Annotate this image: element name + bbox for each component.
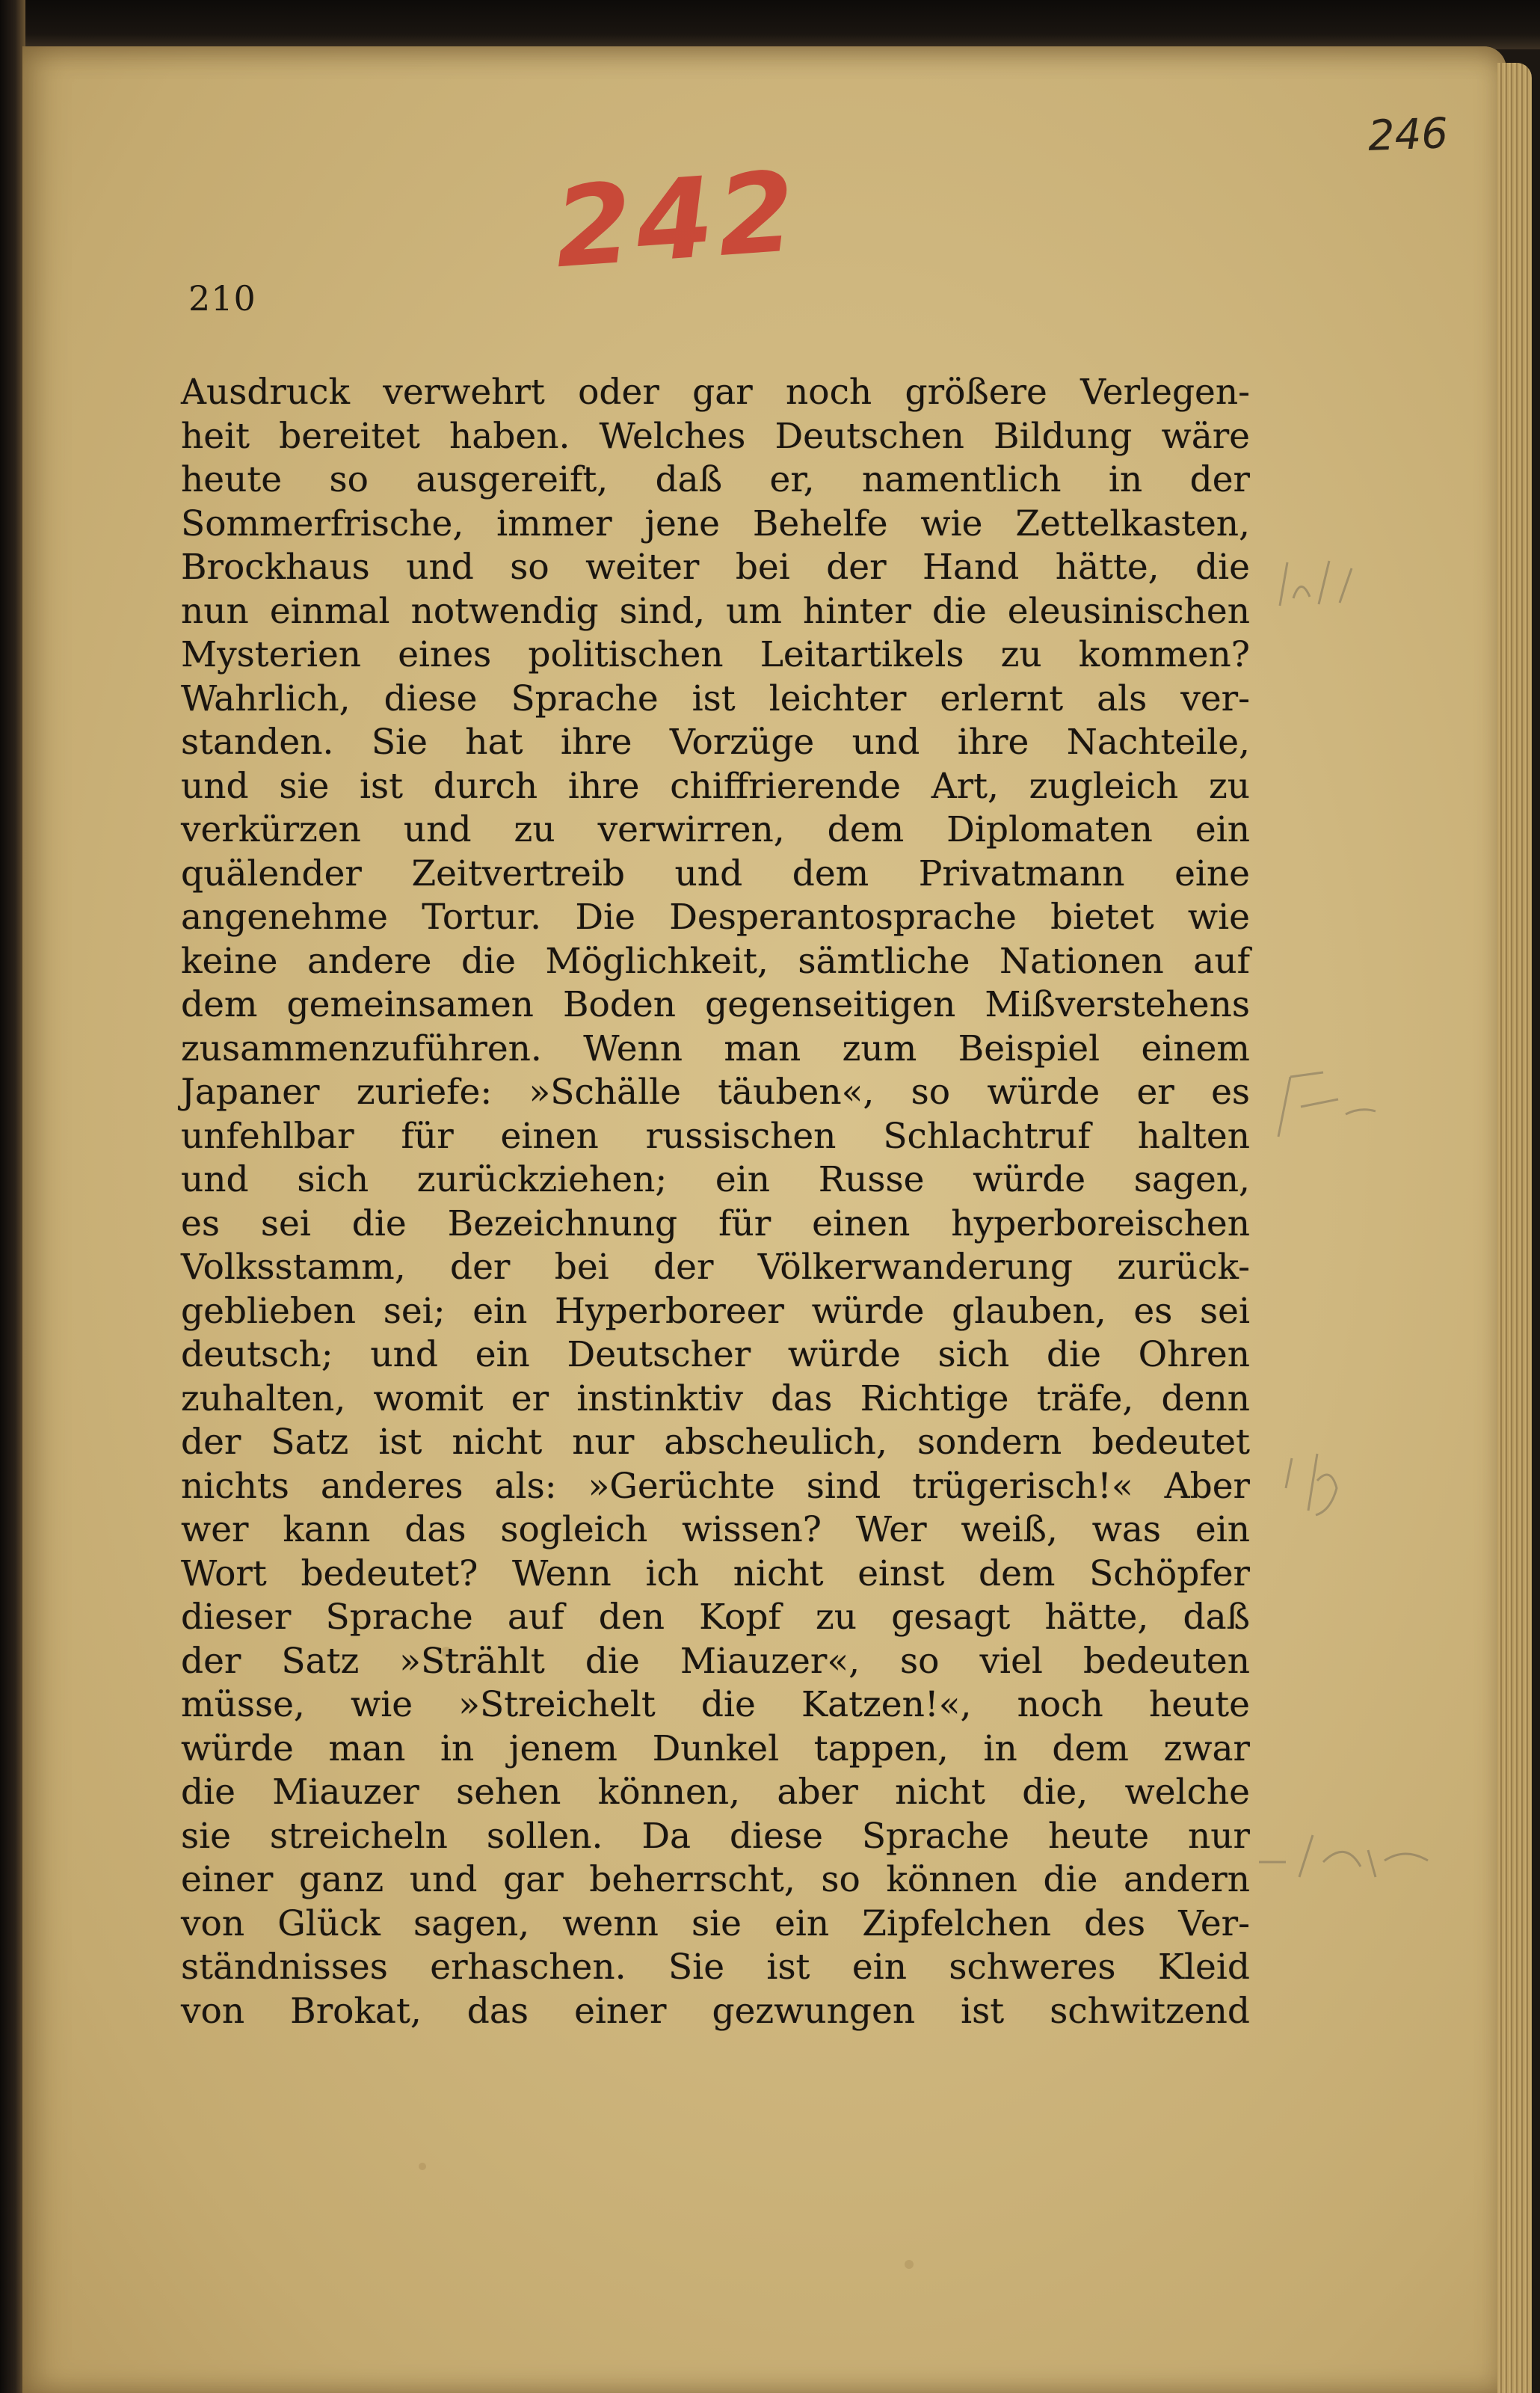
text-line: nichts anderes als: »Gerüchte sind trügerisch!« Aber — [181, 1465, 1250, 1507]
text-line: angenehme Tortur. Die Desperantosprache bietet wie — [181, 897, 1250, 938]
text-line: zusammenzuführen. Wenn man zum Beispiel einem — [181, 1027, 1250, 1069]
book-spine-edge — [0, 0, 25, 2393]
text-line: der Satz »Strählt die Miauzer«, so viel bedeuten — [181, 1640, 1250, 1682]
text-line: Wort bedeutet? Wenn ich nicht einst dem Schöpfer — [181, 1552, 1250, 1594]
page-stack-edges — [1497, 63, 1532, 2393]
text-line: müsse, wie »Streichelt die Katzen!«, noch heute — [181, 1684, 1250, 1725]
text-line: ständnisses erhaschen. Sie ist ein schweres Kleid — [181, 1947, 1250, 1988]
text-line: geblieben sei; ein Hyperboreer würde glauben, es sei — [181, 1290, 1250, 1332]
text-line: Volksstamm, der bei der Völkerwanderung zurück- — [181, 1247, 1250, 1288]
text-line: heit bereitet haben. Welches Deutschen Bildung wäre — [181, 415, 1250, 457]
body-text — [181, 371, 1250, 2033]
paper-spot — [905, 2260, 914, 2269]
pencil-marginalia — [1256, 1825, 1435, 1892]
text-line: und sie ist durch ihre chiffrierende Art, zugleich zu — [181, 765, 1250, 807]
text-line: die Miauzer sehen können, aber nicht die, welche — [181, 1772, 1250, 1813]
text-line: Brockhaus und so weiter bei der Hand hätte, die — [181, 547, 1250, 588]
text-line: würde man in jenem Dunkel tappen, in dem zwar — [181, 1727, 1250, 1769]
text-line: nun einmal notwendig sind, um hinter die eleusinischen — [181, 590, 1250, 632]
scan-top-edge — [0, 0, 1540, 49]
text-line: quälender Zeitvertreib und dem Privatmann eine — [181, 853, 1250, 894]
text-line: dem gemeinsamen Boden gegenseitigen Mißverstehens — [181, 984, 1250, 1025]
text-line: zuhalten, womit er instinktiv das Richtige träfe, denn — [181, 1377, 1250, 1419]
text-line: heute so ausgereift, daß er, namentlich in der — [181, 459, 1250, 500]
text-line: keine andere die Möglichkeit, sämtliche Nationen auf — [181, 940, 1250, 982]
text-line: einer ganz und gar beherrscht, so können die andern — [181, 1859, 1250, 1900]
text-line: Japaner zuriefe: »Schälle täuben«, so würde er es — [181, 1072, 1250, 1113]
text-line: Mysterien eines politischen Leitartikels zu kommen? — [181, 634, 1250, 675]
text-line: Wahrlich, diese Sprache ist leichter erlernt als ver- — [181, 678, 1250, 719]
pencil-marginalia — [1278, 1443, 1368, 1526]
red-handwritten-number: 242 — [550, 147, 804, 293]
text-line: verkürzen und zu verwirren, dem Diplomaten ein — [181, 809, 1250, 850]
text-line: Ausdruck verwehrt oder gar noch größere Verlegen- — [181, 372, 1250, 413]
handwritten-archive-number: 246 — [1367, 109, 1449, 161]
text-line: unfehlbar für einen russischen Schlachtruf halten — [181, 1115, 1250, 1157]
pencil-marginalia — [1271, 553, 1376, 621]
page-number: 210 — [188, 278, 256, 319]
text-line: Sommerfrische, immer jene Behelfe wie Zettelkasten, — [181, 503, 1250, 544]
text-line: standen. Sie hat ihre Vorzüge und ihre Nachteile, — [181, 722, 1250, 763]
text-line: es sei die Bezeichnung für einen hyperboreischen — [181, 1202, 1250, 1244]
text-line: deutsch; und ein Deutscher würde sich die Ohren — [181, 1334, 1250, 1375]
paper-spot — [419, 2163, 426, 2170]
text-line: dieser Sprache auf den Kopf zu gesagt hätte, daß — [181, 1597, 1250, 1638]
text-line: und sich zurückziehen; ein Russe würde sagen, — [181, 1159, 1250, 1200]
pencil-marginalia — [1271, 1062, 1383, 1144]
text-line: von Brokat, das einer gezwungen ist schwitzend — [181, 1990, 1250, 2032]
text-line: sie streicheln sollen. Da diese Sprache heute nur — [181, 1815, 1250, 1857]
text-line: wer kann das sogleich wissen? Wer weiß, was ein — [181, 1509, 1250, 1550]
text-line: von Glück sagen, wenn sie ein Zipfelchen des Ver- — [181, 1902, 1250, 1944]
text-line: der Satz ist nicht nur abscheulich, sondern bedeutet — [181, 1422, 1250, 1463]
